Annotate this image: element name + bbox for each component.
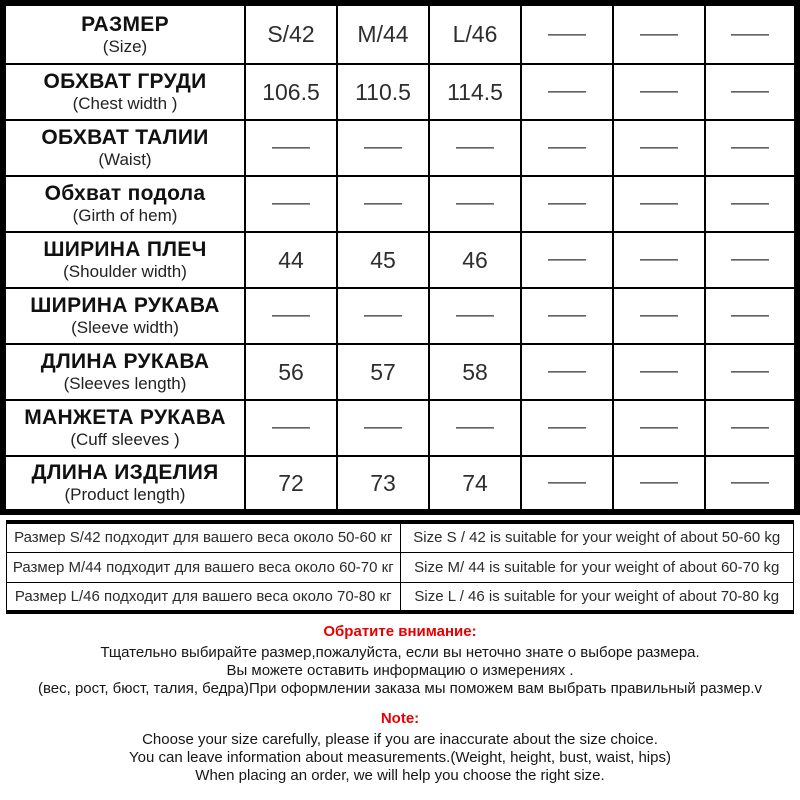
weight-text-ru: Размер S/42 подходит для вашего веса около 50-60 кг xyxy=(7,522,401,552)
weight-table-row xyxy=(7,552,794,582)
row-label-cell xyxy=(3,400,245,456)
row-label-cell xyxy=(3,288,245,344)
size-value-cell: —— xyxy=(521,456,613,512)
size-value-cell: —— xyxy=(521,288,613,344)
size-value-cell: —— xyxy=(705,176,797,232)
row-label-cell xyxy=(3,176,245,232)
size-value-cell: M/44 xyxy=(337,3,429,64)
size-value-cell: —— xyxy=(521,64,613,120)
size-table-row xyxy=(3,64,797,120)
row-label-en: (Sleeve width) xyxy=(71,318,179,338)
size-value-cell: —— xyxy=(521,232,613,288)
size-value-cell: 73 xyxy=(337,456,429,512)
weight-text-ru: Размер L/46 подходит для вашего веса около 70-80 кг xyxy=(7,582,401,612)
row-label-ru: МАНЖЕТА РУКАВА xyxy=(24,406,226,430)
row-label-ru: Обхват подола xyxy=(44,182,206,206)
size-value-cell: —— xyxy=(613,344,705,400)
row-label-en: (Cuff sleeves ) xyxy=(70,430,180,450)
size-value-cell: —— xyxy=(337,400,429,456)
note-line: (вес, рост, бюст, талия, бедра)При оформлении заказа мы поможем вам выбрать правильный размер.v xyxy=(37,680,763,697)
size-value-cell: —— xyxy=(245,176,337,232)
notes-en-lines xyxy=(0,731,800,785)
weight-text-en: Size M/ 44 is suitable for your weight of about 60-70 kg xyxy=(400,552,794,582)
size-value-cell: —— xyxy=(521,176,613,232)
size-value-cell: —— xyxy=(521,120,613,176)
size-value-cell: —— xyxy=(521,400,613,456)
weight-table xyxy=(6,520,794,614)
size-table-row xyxy=(3,456,797,512)
size-value-cell: 45 xyxy=(337,232,429,288)
row-label-en: (Size) xyxy=(102,36,148,56)
size-value-cell: —— xyxy=(429,288,521,344)
size-value-cell: —— xyxy=(705,288,797,344)
size-value-cell: —— xyxy=(705,344,797,400)
row-label-ru: ШИРИНА РУКАВА xyxy=(30,294,220,318)
size-value-cell: —— xyxy=(613,232,705,288)
size-value-cell: —— xyxy=(705,120,797,176)
size-value-cell: —— xyxy=(613,400,705,456)
size-value-cell: 72 xyxy=(245,456,337,512)
size-value-cell: —— xyxy=(337,176,429,232)
row-label-ru: ДЛИНА РУКАВА xyxy=(40,350,210,374)
notes-ru-section xyxy=(0,623,800,698)
notes-en-section xyxy=(0,710,800,785)
size-table-row xyxy=(3,176,797,232)
row-label-cell xyxy=(3,3,245,64)
note-line: Вы можете оставить информацию о измерениях . xyxy=(226,662,574,679)
note-line: Тщательно выбирайте размер,пожалуйста, если вы неточно знате о выборе размера. xyxy=(100,644,700,661)
row-label-ru: ШИРИНА ПЛЕЧ xyxy=(43,238,207,262)
size-value-cell: —— xyxy=(613,456,705,512)
weight-text-en: Size S / 42 is suitable for your weight of about 50-60 kg xyxy=(400,522,794,552)
size-value-cell: 46 xyxy=(429,232,521,288)
row-label-en: (Sleeves length) xyxy=(63,374,187,394)
size-value-cell: 44 xyxy=(245,232,337,288)
size-table-row xyxy=(3,232,797,288)
weight-text-en: Size L / 46 is suitable for your weight of about 70-80 kg xyxy=(400,582,794,612)
size-table-row xyxy=(3,3,797,64)
row-label-en: (Product length) xyxy=(64,485,186,505)
size-value-cell: —— xyxy=(705,3,797,64)
row-label-ru: РАЗМЕР xyxy=(81,12,169,36)
size-value-cell: —— xyxy=(613,64,705,120)
notes-ru-lines xyxy=(0,644,800,698)
size-value-cell: 57 xyxy=(337,344,429,400)
size-value-cell: 56 xyxy=(245,344,337,400)
note-line: You can leave information about measurements.(Weight, height, bust, waist, hips) xyxy=(129,749,671,766)
size-table-row xyxy=(3,344,797,400)
row-label-en: (Shoulder width) xyxy=(63,262,187,282)
size-value-cell: —— xyxy=(705,232,797,288)
row-label-cell xyxy=(3,456,245,512)
size-value-cell: 110.5 xyxy=(337,64,429,120)
size-value-cell: 106.5 xyxy=(245,64,337,120)
weight-text-ru: Размер M/44 подходит для вашего веса около 60-70 кг xyxy=(7,552,401,582)
weight-table-row xyxy=(7,522,794,552)
notes-ru-heading: Обратите внимание: xyxy=(323,623,477,640)
note-line: When placing an order, we will help you choose the right size. xyxy=(195,767,605,784)
size-value-cell: —— xyxy=(705,64,797,120)
row-label-cell xyxy=(3,120,245,176)
row-label-en: (Girth of hem) xyxy=(72,206,178,226)
size-value-cell: —— xyxy=(521,3,613,64)
size-value-cell: —— xyxy=(613,3,705,64)
size-value-cell: L/46 xyxy=(429,3,521,64)
size-table-row xyxy=(3,288,797,344)
notes-en-heading: Note: xyxy=(380,710,420,727)
size-value-cell: —— xyxy=(245,400,337,456)
row-label-en: (Chest width ) xyxy=(72,94,178,114)
note-line: Choose your size carefully, please if you are inaccurate about the size choice. xyxy=(142,731,658,748)
size-table-row xyxy=(3,400,797,456)
size-value-cell: —— xyxy=(705,400,797,456)
size-value-cell: —— xyxy=(337,288,429,344)
size-value-cell: —— xyxy=(705,456,797,512)
weight-table-row xyxy=(7,582,794,612)
size-value-cell: —— xyxy=(429,400,521,456)
row-label-ru: ДЛИНА ИЗДЕЛИЯ xyxy=(31,461,219,485)
size-value-cell: —— xyxy=(245,120,337,176)
size-value-cell: —— xyxy=(245,288,337,344)
size-value-cell: —— xyxy=(429,120,521,176)
size-value-cell: 58 xyxy=(429,344,521,400)
row-label-ru: ОБХВАТ ГРУДИ xyxy=(43,70,207,94)
size-value-cell: —— xyxy=(613,288,705,344)
row-label-ru: ОБХВАТ ТАЛИИ xyxy=(41,126,209,150)
size-value-cell: —— xyxy=(521,344,613,400)
size-value-cell: —— xyxy=(337,120,429,176)
size-value-cell: —— xyxy=(429,176,521,232)
row-label-cell xyxy=(3,344,245,400)
size-value-cell: —— xyxy=(613,120,705,176)
size-value-cell: —— xyxy=(613,176,705,232)
size-value-cell: 114.5 xyxy=(429,64,521,120)
size-table-row xyxy=(3,120,797,176)
row-label-cell xyxy=(3,232,245,288)
row-label-en: (Waist) xyxy=(98,150,152,170)
size-value-cell: 74 xyxy=(429,456,521,512)
size-value-cell: S/42 xyxy=(245,3,337,64)
row-label-cell xyxy=(3,64,245,120)
